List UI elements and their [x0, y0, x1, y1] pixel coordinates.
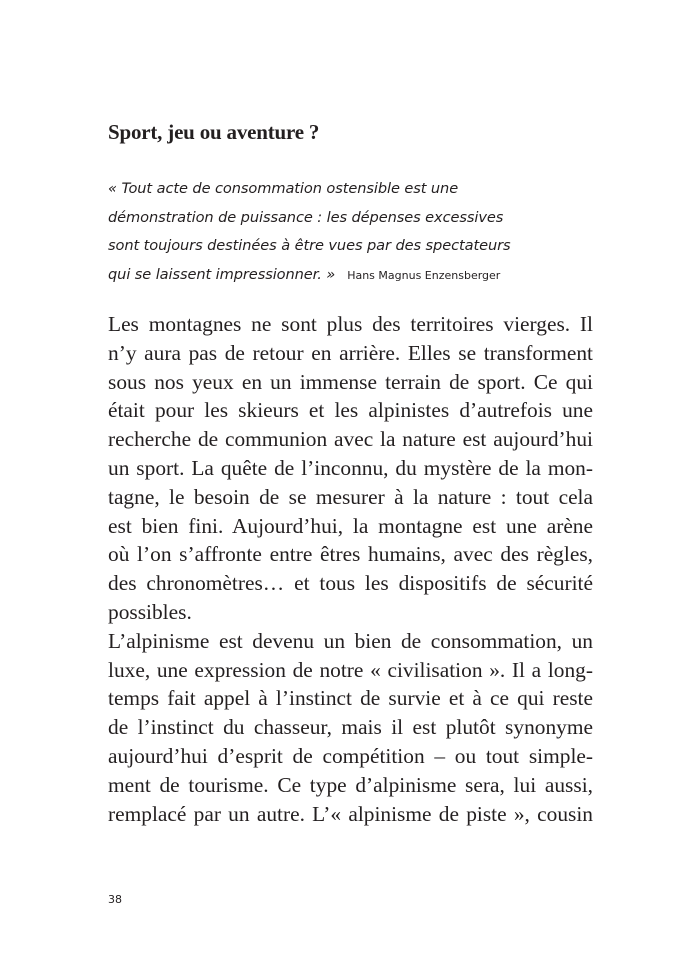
text-line: sous nos yeux en un immense terrain de sport. Ce qui — [108, 369, 593, 394]
text-line: est bien fini. Aujourd’hui, la montagne est une arène — [108, 513, 593, 538]
epigraph-text: qui se laissent impressionner. » — [108, 265, 336, 283]
text-line: des chronomètres… et tous les dispositifs de sécurité — [108, 571, 593, 596]
text-line: aujourd’hui d’esprit de compétition – ou tout simple- — [108, 743, 593, 768]
text-line: remplacé par un autre. L’« alpinisme de piste », cousin — [108, 801, 593, 826]
text-line: ment de tourisme. Ce type d’alpinisme sera, lui aussi, — [108, 772, 593, 797]
epigraph-line-last — [108, 261, 588, 291]
text-line: Les montagnes ne sont plus des territoires vierges. Il — [108, 312, 593, 336]
section-title: Sport, jeu ou aventure ? — [108, 120, 320, 144]
text-line: n’y aura pas de retour en arrière. Elles se transforment — [108, 340, 593, 365]
text-line: de l’instinct du chasseur, mais il est plutôt synonyme — [108, 715, 593, 740]
text-line: recherche de communion avec la nature est aujourd’hui — [108, 427, 593, 452]
epigraph-line: démonstration de puissance : les dépenses excessives — [108, 208, 504, 226]
text-line: luxe, une expression de notre « civilisation ». Il a long- — [108, 657, 593, 682]
epigraph-author: Hans Magnus Enzensberger — [347, 268, 501, 282]
text-line: temps fait appel à l’instinct de survie et à ce qui reste — [108, 686, 593, 711]
text-line: où l’on s’affronte entre êtres humains, avec des règles, — [108, 542, 593, 567]
page-number: 38 — [108, 893, 122, 906]
text-line: L’alpinisme est devenu un bien de consommation, un — [108, 628, 593, 653]
body-text — [108, 310, 593, 828]
epigraph-line: sont toujours destinées à être vues par des spectateurs — [108, 237, 511, 255]
epigraph-line: « Tout acte de consommation ostensible est une — [108, 180, 459, 197]
text-line: tagne, le besoin de se mesurer à la nature : tout cela — [108, 484, 593, 509]
text-line: était pour les skieurs et les alpinistes d’autrefois une — [108, 398, 593, 423]
epigraph-quote — [108, 175, 588, 290]
paragraph-2 — [108, 627, 593, 829]
text-line: possibles. — [108, 599, 192, 624]
text-line: un sport. La quête de l’inconnu, du mystère de la mon- — [108, 455, 593, 480]
paragraph-1 — [108, 310, 593, 627]
